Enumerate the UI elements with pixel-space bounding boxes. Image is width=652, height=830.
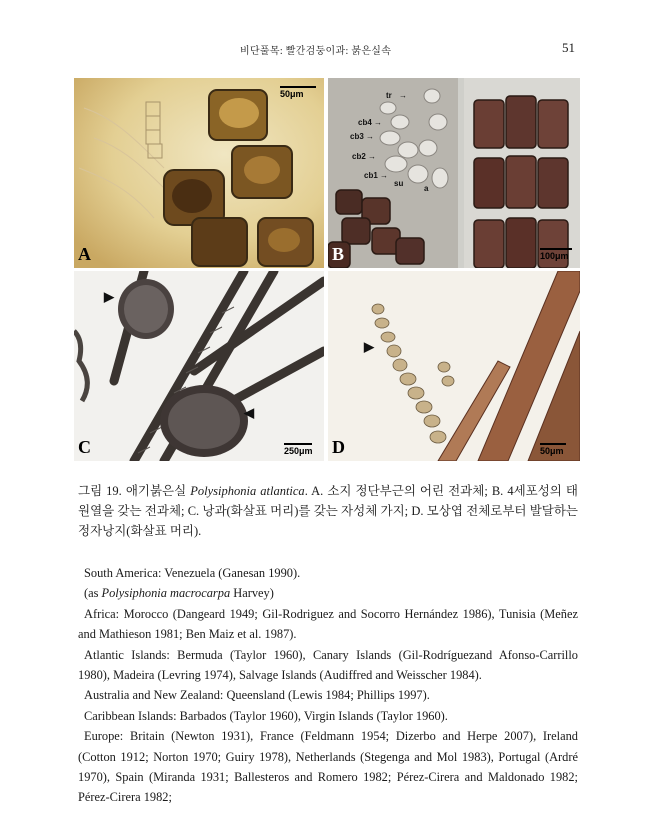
- scale-bar-d: [540, 443, 566, 456]
- scale-bar-line: [280, 86, 316, 88]
- page-number: 51: [562, 40, 575, 55]
- scale-bar-line: [284, 443, 312, 445]
- distribution-line: [78, 583, 578, 603]
- figure-caption: [78, 481, 578, 541]
- species-synonym: Polysiphonia macrocarpa: [101, 586, 231, 601]
- arrow-icon: →: [366, 132, 374, 141]
- annotation-cb1: cb1: [364, 171, 378, 180]
- distribution-line: Caribbean Islands: Barbados (Taylor 1960), Virgin Islands (Taylor 1960).: [84, 708, 448, 723]
- scale-bar-line: [540, 443, 566, 445]
- page-header: [0, 40, 652, 58]
- panel-d-micrograph: [328, 271, 580, 461]
- arrowhead-icon: ▶: [104, 289, 114, 304]
- panel-label-a: A: [78, 244, 91, 264]
- panel-a-micrograph: [74, 78, 324, 268]
- distribution-text: [78, 563, 578, 808]
- distribution-line: South America: Venezuela (Ganesan 1990).: [84, 566, 301, 580]
- scale-bar-a: [280, 86, 316, 99]
- scale-bar-b-label: 100μm: [540, 251, 569, 261]
- figure-19: [74, 78, 580, 461]
- arrow-icon: →: [374, 118, 382, 127]
- running-head: 비단풀목: 빨간검둥이과: 붉은실속: [240, 46, 392, 57]
- annotation-cb4: cb4: [358, 118, 372, 127]
- arrowhead-icon: ◀: [244, 405, 254, 420]
- annotation-su: su: [394, 179, 404, 188]
- scale-bar-d-label: 50μm: [540, 446, 564, 456]
- scale-bar-c: [284, 443, 313, 456]
- distribution-line: Atlantic Islands: Bermuda (Taylor 1960), Canary Islands (Gil-Rodríguezand Afonso-Carrillo 1980), Madeira (Levring 1974), Salvage Islands (Audiffred and Weisscher 1984).: [78, 647, 578, 683]
- distribution-line: Australia and New Zealand: Queensland (Lewis 1984; Phillips 1997).: [84, 688, 430, 703]
- distribution-line: Africa: Morocco (Dangeard 1949; Gil-Rodriguez and Socorro Hernández 1986), Tunisia (Meñez and Mathieson 1981; Ben Maiz et al. 1987).: [78, 606, 578, 642]
- scale-bar-b: [540, 248, 572, 261]
- distribution-line: Europe: Britain (Newton 1931), France (Feldmann 1954; Dizerbo and Herpe 2007), Ireland (Cotton 1912; Norton 1970; Guiry 1978), Netherlands (Stegenga and Mol 1983), Portugal (Ardré 1970), Spain (Miranda 1931; Ballesteros and Romero 1982; Pérez-Cirera and Maldonado 1982; Pérez-Cirera 1982;: [78, 729, 578, 805]
- panel-b-micrograph: [328, 78, 580, 268]
- arrow-icon: →: [368, 152, 376, 161]
- annotation-tr: tr: [386, 91, 392, 100]
- annotation-cb3: cb3: [350, 132, 364, 141]
- scale-bar-a-label: 50μm: [280, 89, 304, 99]
- scale-bar-c-label: 250μm: [284, 446, 313, 456]
- panel-label-d: D: [332, 437, 345, 457]
- panel-label-c: C: [78, 437, 91, 457]
- annotation-a: a: [424, 184, 429, 193]
- caption-species: Polysiphonia atlantica: [190, 484, 305, 498]
- panel-c-micrograph: [74, 271, 324, 461]
- caption-text: . A. 소지 정단부근의 어린 전과체; B. 4세포성의 태원열을 갖는 전과체; C. 낭과(화살표 머리)를 갖는 자성체 가지; D. 모상엽 전체로부터 발달하는 정자낭지(화살표 머리).: [78, 484, 578, 538]
- arrowhead-icon: ▶: [364, 339, 374, 354]
- caption-prefix: 그림 19. 애기붉은실: [78, 484, 191, 498]
- arrow-icon: →: [399, 91, 407, 100]
- annotation-cb2: cb2: [352, 152, 366, 161]
- scale-bar-line: [540, 248, 572, 250]
- text-after: Harvey): [230, 586, 274, 601]
- arrow-icon: →: [380, 171, 388, 180]
- panel-label-b: B: [332, 244, 345, 264]
- text-before: (as: [84, 586, 102, 601]
